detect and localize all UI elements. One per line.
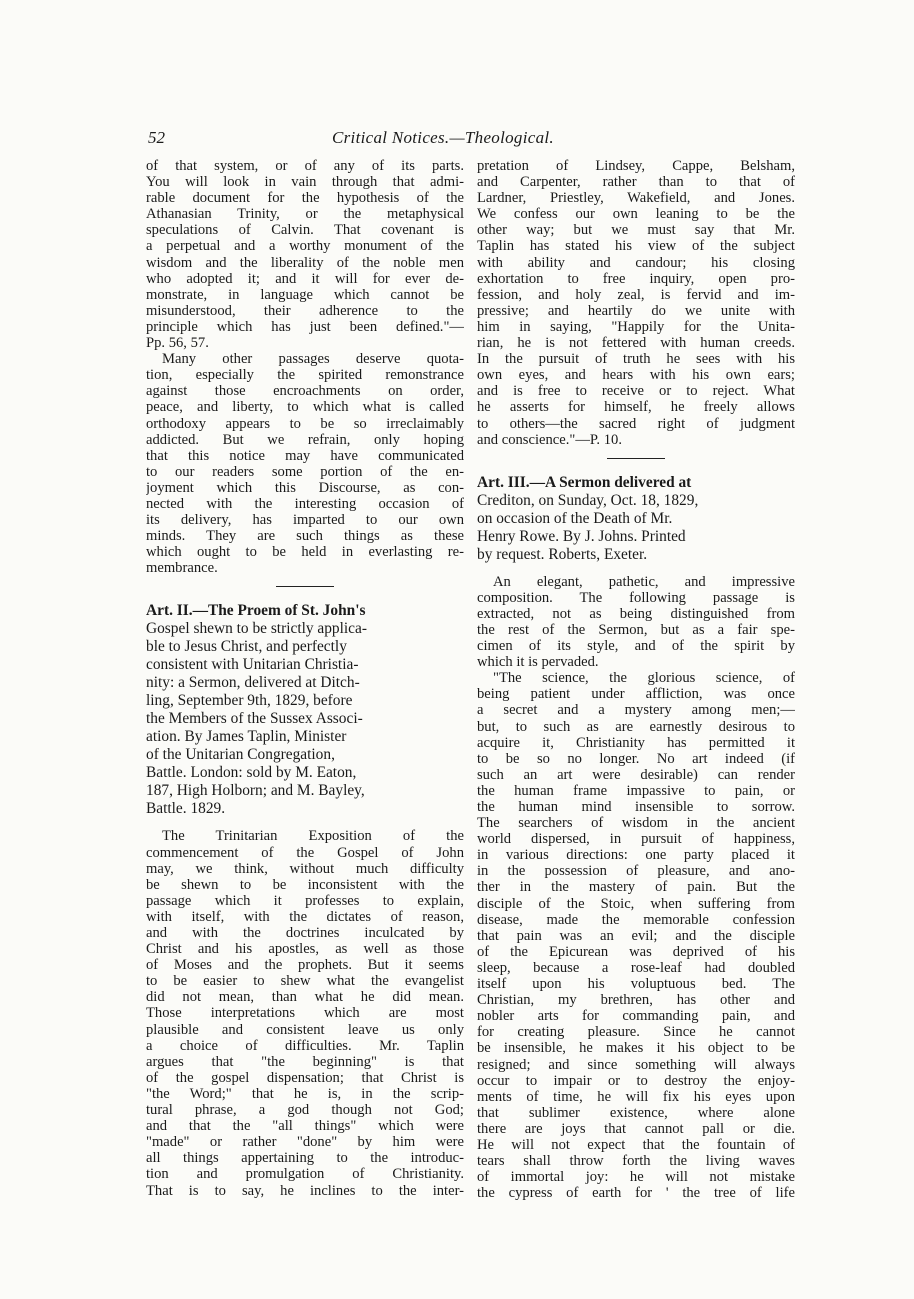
text-line: Pp. 56, 57. <box>146 335 209 352</box>
text-line: tion, especially the spirited remonstrance <box>146 367 464 384</box>
heading-line: Gospel shewn to be strictly applica- <box>146 620 367 638</box>
heading-line: of the Unitarian Congregation, <box>146 746 335 764</box>
text-line: there are joys that cannot pall or die. <box>477 1120 795 1137</box>
text-line: and with the doctrines inculcated by <box>146 925 464 941</box>
heading-line: nity: a Sermon, delivered at Ditch- <box>146 674 360 692</box>
paragraph <box>146 828 464 1198</box>
text-line: minds. They are such things as these <box>146 528 464 545</box>
text-line: to be easier to shew what the evangelist <box>146 973 464 990</box>
text-line: of Moses and the prophets. But it seems <box>146 957 464 974</box>
text-line: commencement of the Gospel of John <box>146 844 464 861</box>
text-line: other way; but we must say that Mr. <box>477 222 795 239</box>
section-divider <box>276 586 334 587</box>
text-line: cimen of its style, and of the spirit by <box>477 638 795 655</box>
text-line: which it is pervaded. <box>477 654 599 671</box>
text-line: principle which has just been defined."— <box>146 318 464 335</box>
section-divider <box>607 458 665 459</box>
text-line: misunderstood, their adherence to the <box>146 302 464 319</box>
text-line: Christian, my brethren, has other and <box>477 992 795 1009</box>
heading-line: Henry Rowe. By J. Johns. Printed <box>477 527 686 545</box>
text-line: Those interpretations which are most <box>146 1005 464 1022</box>
text-line: the human mind insensible to sorrow. <box>477 799 795 815</box>
text-line: to others—the sacred right of judgment <box>477 415 795 432</box>
text-line: tural phrase, a god though not God; <box>146 1102 464 1119</box>
paragraph <box>477 158 795 448</box>
text-line: Athanasian Trinity, or the metaphysical <box>146 206 464 223</box>
text-line: a choice of difficulties. Mr. Taplin <box>146 1037 464 1054</box>
heading-line: ation. By James Taplin, Minister <box>146 728 347 746</box>
text-line: itself upon his voluptuous bed. The <box>477 976 795 993</box>
text-line: all things appertaining to the introduc- <box>146 1150 464 1167</box>
text-line: its delivery, has imparted to our own <box>146 512 464 529</box>
text-line: sleep, because a rose-leaf had doubled <box>477 959 795 976</box>
heading-line: Battle. London: sold by M. Eaton, <box>146 764 357 782</box>
article-heading <box>146 602 464 818</box>
text-line: Many other passages deserve quota- <box>162 351 464 368</box>
text-line: rable document for the hypothesis of the <box>146 190 464 207</box>
text-line: pressive; and heartily do we unite with <box>477 302 795 319</box>
running-header <box>0 128 914 152</box>
text-line: nobler arts for commanding pain, and <box>477 1008 795 1025</box>
text-line: You will look in vain through that admi- <box>146 174 464 191</box>
text-line: that this notice may have communicated <box>146 447 464 464</box>
heading-line: Crediton, on Sunday, Oct. 18, 1829, <box>477 491 699 509</box>
text-line: occur to impair or to destroy the enjoy- <box>477 1072 795 1089</box>
article-heading <box>477 474 795 564</box>
text-line: addicted. But we refrain, only hoping <box>146 431 464 448</box>
heading-line: on occasion of the Death of Mr. <box>477 509 673 527</box>
text-line: of that system, or of any of its parts. <box>146 158 464 174</box>
text-line: and that the "all things" which were <box>146 1118 464 1135</box>
text-line: be insensible, he makes it his object to be <box>477 1040 795 1057</box>
text-line: the cypress of earth for ' the tree of life <box>477 1185 795 1202</box>
paragraph <box>146 158 464 351</box>
text-line: being patient under affliction, was once <box>477 686 795 703</box>
text-line: to our readers some portion of the en- <box>146 463 464 480</box>
text-line: of the gospel dispensation; that Christ is <box>146 1069 464 1086</box>
text-line: "the Word;" that he is, in the scrip- <box>146 1085 464 1102</box>
heading-line: ling, September 9th, 1829, before <box>146 692 353 710</box>
text-line: peace, and liberty, to which what is called <box>146 399 464 416</box>
text-line: did not mean, than what he did mean. <box>146 989 464 1006</box>
text-line: pretation of Lindsey, Cappe, Belsham, <box>477 158 795 174</box>
text-line: who adopted it; and it will for ever de- <box>146 270 464 287</box>
text-line: He will not expect that the fountain of <box>477 1136 795 1153</box>
text-line: That is to say, he inclines to the inter- <box>146 1182 464 1199</box>
text-line: "made" or rather "done" by him were <box>146 1134 464 1151</box>
text-line: for creating pleasure. Since he cannot <box>477 1024 795 1041</box>
text-line: own eyes, and hears with his own ears; <box>477 367 795 384</box>
heading-line: Art. II.—The Proem of St. John's <box>146 602 366 620</box>
text-line: Christ and his apostles, as well as those <box>146 941 464 958</box>
text-line: "The science, the glorious science, of <box>493 670 795 687</box>
text-line: plausible and consistent leave us only <box>146 1021 464 1038</box>
text-line: with ability and candour; his closing <box>477 254 795 271</box>
text-line: such an art were desirable) can render <box>477 766 795 783</box>
text-line: of the Epicurean was deprived of his <box>477 943 795 960</box>
text-line: tion and promulgation of Christianity. <box>146 1166 464 1183</box>
heading-line: by request. Roberts, Exeter. <box>477 545 648 563</box>
text-line: extracted, not as being distinguished from <box>477 605 795 622</box>
right-column <box>477 158 795 1201</box>
text-line: The searchers of wisdom in the ancient <box>477 815 795 832</box>
heading-line: Art. III.—A Sermon delivered at <box>477 473 692 491</box>
running-title: Critical Notices.—Theological. <box>332 128 554 147</box>
text-line: and conscience."—P. 10. <box>477 431 622 448</box>
text-line: a secret and a mystery among men;— <box>477 702 795 719</box>
left-column <box>146 158 464 1199</box>
text-line: in the possession of pleasure, and ano- <box>477 863 795 880</box>
text-line: ther in the mastery of pain. But the <box>477 879 795 896</box>
text-line: disease, made the memorable confession <box>477 911 795 928</box>
text-line: passage which it professes to explain, <box>146 892 464 909</box>
text-line: with itself, with the dictates of reason, <box>146 908 464 925</box>
heading-line: 187, High Holborn; and M. Bayley, <box>146 782 365 800</box>
text-line: in various directions: one party placed it <box>477 847 795 864</box>
text-line: orthodoxy appears to be so irreclaimably <box>146 415 464 432</box>
heading-line: the Members of the Sussex Associ- <box>146 710 363 728</box>
text-line: rian, he is not fettered with human creeds. <box>477 335 795 352</box>
text-line: argues that "the beginning" is that <box>146 1053 464 1070</box>
text-line: exhortation to free inquiry, open pro- <box>477 270 795 287</box>
text-line: against those encroachments on order, <box>146 383 464 400</box>
text-line: that pain was an evil; and the disciple <box>477 927 795 944</box>
text-line: to be so no longer. No art indeed (if <box>477 750 795 767</box>
text-line: a perpetual and a worthy monument of the <box>146 238 464 255</box>
text-line: membrance. <box>146 560 218 577</box>
text-line: him in saying, "Happily for the Unita- <box>477 318 795 335</box>
text-line: An elegant, pathetic, and impressive <box>493 573 795 590</box>
text-line: may, we think, without much difficulty <box>146 860 464 877</box>
text-line: monstrate, in language which cannot be <box>146 286 464 303</box>
text-line: of immortal joy: he will not mistake <box>477 1169 795 1186</box>
text-line: but, to such as are earnestly desirous to <box>477 718 795 735</box>
text-line: acquire it, Christianity has permitted it <box>477 734 795 751</box>
text-line: that sublimer existence, where alone <box>477 1104 795 1121</box>
text-line: and Carpenter, rather than to that of <box>477 174 795 191</box>
text-line: ments of time, he will fix his eyes upon <box>477 1088 795 1105</box>
text-line: disciple of the Stoic, when suffering from <box>477 895 795 912</box>
text-line: In the pursuit of truth he sees with his <box>477 351 795 368</box>
heading-line: Battle. 1829. <box>146 800 226 818</box>
text-line: Taplin has stated his view of the subject <box>477 238 795 255</box>
text-line: speculations of Calvin. That covenant is <box>146 222 464 239</box>
text-line: be shewn to be inconsistent with the <box>146 876 464 893</box>
paragraph <box>477 670 795 1201</box>
text-line: resigned; and since something will always <box>477 1056 795 1073</box>
text-line: composition. The following passage is <box>477 589 795 606</box>
heading-line: ble to Jesus Christ, and perfectly <box>146 638 347 656</box>
text-line: joyment which this Discourse, as con- <box>146 479 464 496</box>
text-line: the human frame impassive to pain, or <box>477 782 795 799</box>
paragraph <box>477 574 795 671</box>
page-number: 52 <box>148 128 165 147</box>
text-line: and is free to receive or to reject. What <box>477 383 795 400</box>
text-line: wisdom and the liberality of the noble men <box>146 254 464 271</box>
text-line: world dispersed, in pursuit of happiness, <box>477 831 795 848</box>
text-line: nected with the interesting occasion of <box>146 495 464 512</box>
text-line: The Trinitarian Exposition of the <box>162 828 464 845</box>
text-line: he asserts for himself, he freely allows <box>477 399 795 416</box>
text-line: Lardner, Priestley, Wakefield, and Jones. <box>477 190 795 207</box>
paragraph <box>146 351 464 576</box>
text-line: which ought to be held in everlasting re- <box>146 544 464 561</box>
text-line: the rest of the Sermon, but as a fair spe- <box>477 621 795 638</box>
heading-line: consistent with Unitarian Christia- <box>146 656 359 674</box>
text-line: fession, and holy zeal, is fervid and im- <box>477 286 795 303</box>
text-line: tears shall throw forth the living waves <box>477 1153 795 1170</box>
text-line: We confess our own leaning to be the <box>477 206 795 223</box>
